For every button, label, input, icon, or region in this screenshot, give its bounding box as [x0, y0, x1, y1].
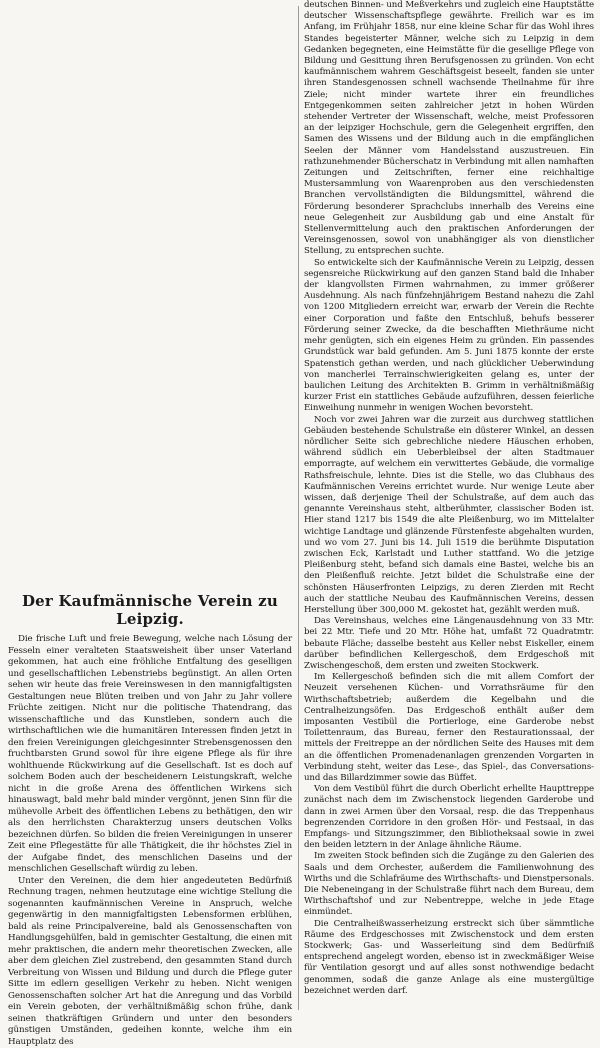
paragraph: Im zweiten Stock befinden sich die Zugänge zu den Galerien des Saals und dem Orchester, außerdem die Familienwohnung des Wirths und die Schlafräume des Wirthschafts- und Dienstpersonals. Die Nebeneingang in der Schulstraße führt nach dem Bureau, dem Wirthschaftshof und zur Nebentreppe, welche in jede Etage einmündet.: [304, 851, 594, 918]
paragraph: deutschen Binnen- und Meßverkehrs und zugleich eine Hauptstätte deutscher Wissenschaftspflege gewährte. Freilich war es im Anfang, im Frühjahr 1858, nur eine kleine Schar für das Wohl ihres Standes begeisterter Männer, welche sich zu Leipzig in dem Gedanken begegneten, eine Heimstätte für die gesellige Pflege von Bildung und Gesittung ihren Berufsgenossen zu gründen. Von echt kaufmännischem wahrem Geschäftsgeist beseelt, fanden sie unter ihren Standesgenossen schnell wachsende Theilnahme für ihre Ziele; nicht minder wartete ihrer ein freundliches Entgegenkommen seiten zahlreicher jetzt in hohen Würden stehender Vertreter der Wissenschaft, welche, meist Professoren an der leipziger Hochschule, gern die Gelegenheit ergriffen, den Samen des Wissens und der Bildung auch in die empfänglichen Seelen der Männer vom Handelsstand auszustreuen. Ein rathzunehmender Bücherschatz in Verbindung mit allen namhaften Zeitungen und Zeitschriften, ferner eine reichhaltige Mustersammlung von Waarenproben aus den verschiedensten Branchen vervollständigten die Bildungsmittel, während die Förderung besonderer Sprachclubs innerhalb des Vereins eine neue Gelegenheit zur Ausbildung gab und eine Anstalt für Stellenvermittelung auch den praktischen Anforderungen der Vereinsgenossen, sowol von unabhängiger als von dienstlicher Stellung, zu entsprechen suchte.: [304, 0, 594, 258]
paragraph: Die frische Luft und freie Bewegung, welche nach Lösung der Fesseln einer veralteten Staatsweisheit über unser Vaterland gekommen, hat auch eine fröhliche Entfaltung des geselligen und gesellschaftlichen Lebenstriebs begünstigt. An allen Orten sehen wir heute das freie Vereinswesen in den mannigfaltigsten Gestaltungen neue Blüten treiben und von Jahr zu Jahr vollere Früchte zeitigen. Nicht nur die politische Thatendrang, das wissenschaftliche und das Kunstleben, sondern auch die wirthschaftlichen wie die humanitären Interessen finden jetzt in den freien Vereinigungen gleichgesinnter Strebensgenossen den fruchtbarsten Grund sowol für ihre eigene Pflege als für ihre wohlthuende Rückwirkung auf die Gesellschaft. Ist es doch auf solchem Boden auch der bescheidenern Leistungskraft, welche nicht in die große Arena des öffentlichen Wirkens sich hinauswagt, bald mehr bald minder vergönnt, jenen Sinn für die mühevolle Arbeit des öffentlichen Lebens zu bethätigen, den wir als den herrlichsten Charakterzug unsers deutschen Volks bezeichnen dürfen. So bilden die freien Vereinigungen in unserer Zeit eine Pflegestätte für alle Thätigkeit, die ihr höchstes Ziel in der Aufgabe findet, des menschlichen Daseins und der menschlichen Gesellschaft würdig zu leben.: [8, 634, 292, 876]
left-column: [8, 0, 292, 1016]
column-divider: [298, 6, 299, 1010]
right-column: [304, 0, 594, 1016]
paragraph: Von dem Vestibül führt die durch Oberlicht erhellte Haupttreppe zunächst nach dem im Zwischenstock liegenden Garderobe und dann in zwei Armen über den Vorsaal, resp. die das Treppenhaus begrenzenden Corridore in den großen Hör- und Festsaal, in das Empfangs- und Sitzungszimmer, den Bibliotheksaal sowie in zwei den beiden letztern in der Anlage ähnliche Räume.: [304, 784, 594, 851]
article-title: Der Kaufmännische Verein zu Leipzig.: [8, 586, 292, 634]
blank-area: [8, 0, 292, 586]
paragraph: Die Centralheißwasserheizung erstreckt sich über sämmtliche Räume des Erdgeschosses mit Zwischenstock und dem ersten Stockwerk; Gas- und Wasserleitung sind dem Bedürfniß entsprechend angelegt worden, ebenso ist in zweckmäßiger Weise für Ventilation gesorgt und auf alles sonst nothwendige bedacht genommen, sodaß die ganze Anlage als eine mustergültige bezeichnet werden darf.: [304, 919, 594, 997]
paragraph: Das Vereinshaus, welches eine Längenausdehnung von 33 Mtr. bei 22 Mtr. Tiefe und 20 Mtr. Höhe hat, umfaßt 72 Quadratmtr. bebaute Fläche; dasselbe besteht aus Keller nebst Eiskeller, einem darüber befindlichen Kellergeschoß, dem Erdgeschoß mit Zwischengeschoß, dem ersten und zweiten Stockwerk.: [304, 616, 594, 672]
paragraph: Unter den Vereinen, die dem hier angedeuteten Bedürfniß Rechnung tragen, nehmen heutzutage eine wichtige Stellung die sogenannten kaufmännischen Vereine in Anspruch, welche gegenwärtig in den mannigfaltigsten Lebensformen erblühen, bald als reine Principalvereine, bald als Genossenschaften von Handlungsgehülfen, bald in gemischter Gestaltung, die einen mit mehr praktischen, die andern mehr theoretischen Zwecken, alle aber dem gleichen Ziel zustrebend, den gesammten Stand durch Verbreitung von Wissen und Bildung und durch die Pflege guter Sitte im edlern geselligen Verkehr zu heben. Nicht wenigen Genossenschaften solcher Art hat die Anregung und das Vorbild ein Verein geboten, der verhältnißmäßig schon frühe, dank seinen thatkräftigen Gründern und unter den besonders günstigen Umständen, gedeihen konnte, welche ihm ein Hauptplatz des: [8, 876, 292, 1048]
paragraph: Noch vor zwei Jahren war die zurzeit aus durchweg stattlichen Gebäuden bestehende Schulstraße ein düsterer Winkel, an dessen nördlicher Seite sich gebrechliche niedere Häuschen erhoben, während südlich ein Ueberbleibsel der alten Stadtmauer emporragte, auf welchem ein verwittertes Gebäude, die vormalige Rathsfreischule, lehnte. Dies ist die Stelle, wo das Clubhaus des Kaufmännischen Vereins errichtet wurde. Nur wenige Leute aber wissen, daß derjenige Theil der Schulstraße, auf dem auch das genannte Vereinshaus steht, altberühmter, classischer Boden ist. Hier stand 1217 bis 1549 die alte Pleißenburg, wo im Mittelalter wichtige Landtage und glänzende Fürstenfeste abgehalten wurden, und wo vom 27. Juni bis 14. Juli 1519 die berühmte Disputation zwischen Eck, Karlstadt und Luther stattfand. Wo die jetzige Pleißenburg steht, befand sich damals eine Bastei, welche bis an den Pleißenfluß reichte. Jetzt bildet die Schulstraße eine der schönsten Häuserfronten Leipzigs, zu deren Zierden mit Recht auch der stattliche Neubau des Kaufmännischen Vereins, dessen Herstellung über 300,000 M. gekostet hat, gezählt werden muß.: [304, 415, 594, 617]
paragraph: Im Kellergeschoß befinden sich die mit allem Comfort der Neuzeit versehenen Küchen- und Vorrathsräume für den Wirthschaftsbetrieb; außerdem die Kegelbahn und die Centralheizungsöfen. Das Erdgeschoß enthält außer dem imposanten Vestibül die Portierloge, eine Garderobe nebst Toilettenraum, das Bureau, ferner den Restaurationssaal, der mittels der Freitreppe an der nördlichen Seite des Hauses mit dem an die öffentlichen Promenadenanlagen grenzenden Vorgarten in Verbindung steht, weiter das Lese-, das Spiel-, das Conversations- und das Billardzimmer sowie das Büffet.: [304, 672, 594, 784]
paragraph: So entwickelte sich der Kaufmännische Verein zu Leipzig, dessen segensreiche Rückwirkung auf den ganzen Stand bald die Inhaber der klangvollsten Firmen wahrnahmen, zu immer größerer Ausdehnung. Als nach fünfzehnjährigem Bestand nahezu die Zahl von 1200 Mitgliedern erreicht war, erwarb der Verein die Rechte einer Corporation und faßte den Entschluß, behufs besserer Förderung seiner Zwecke, da die beschafften Miethräume nicht mehr genügten, sich ein eigenes Heim zu gründen. Ein passendes Grundstück war bald gefunden. Am 5. Juni 1875 konnte der erste Spatenstich gethan werden, und nach glücklicher Ueberwindung von mancherlei Terrainschwierigkeiten gelang es, unter der baulichen Leitung des Architekten B. Grimm in verhältnißmäßig kurzer Frist ein stattliches Gebäude aufzuführen, dessen feierliche Einweihung nunmehr in wenigen Wochen bevorsteht.: [304, 258, 594, 415]
